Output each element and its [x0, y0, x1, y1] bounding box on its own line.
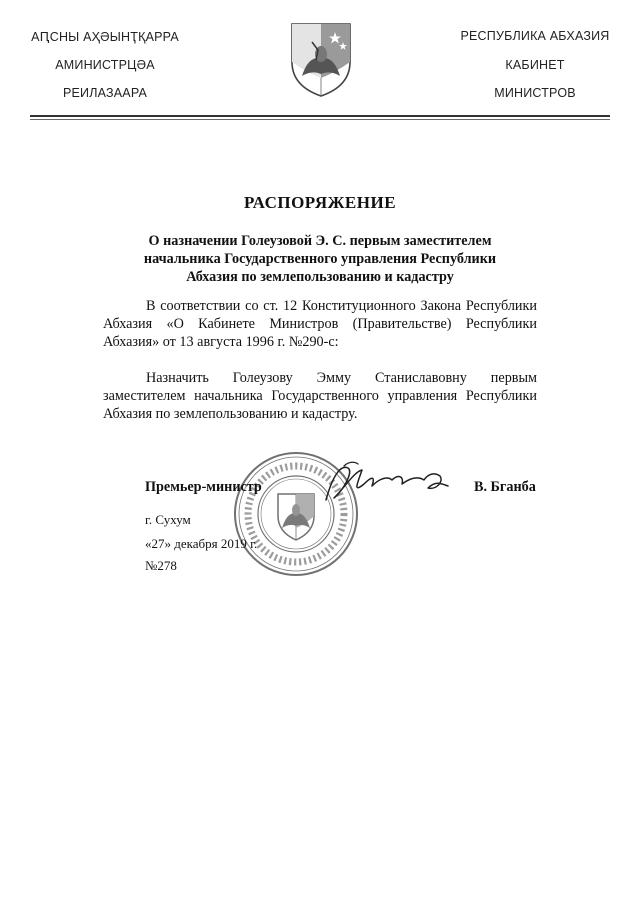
document-number: №278: [145, 558, 177, 573]
subject-line-2: начальника Государственного управления Республики: [143, 251, 497, 267]
paragraph-order: Назначить Голеузову Эмму Станиславовну первым заместителем начальника Государственного управления Республики Абхазия по землепользованию и кадастру.: [103, 370, 537, 422]
document-city: г. Сухум: [145, 512, 191, 527]
header-right-line-3: МИНИСТРОВ: [494, 86, 576, 100]
header-left-line-3: РЕИЛАЗААРА: [62, 86, 148, 100]
header-left-line-2: АМИНИСТРЦӘА: [55, 58, 155, 72]
document-title: РАСПОРЯЖЕНИЕ: [243, 193, 397, 212]
header-divider-thin: [30, 119, 610, 120]
header-right-line-2: КАБИНЕТ: [505, 58, 565, 72]
paragraph-basis: В соответствии со ст. 12 Конституционного Закона Республики Абхазия «О Кабинете Министров (Правительстве) Республики Абхазия» от 13 августа 1996 г. №290-с:: [103, 298, 537, 350]
header-left-line-1: АԤСНЫ АҲӘЫНҬҚАРРА: [31, 30, 179, 44]
document-subject: [110, 232, 530, 286]
header-right-line-1: РЕСПУБЛИКА АБХАЗИЯ: [460, 29, 610, 43]
signer-name: В. Бганба: [474, 479, 536, 495]
subject-line-1: О назначении Голеузовой Э. С. первым заместителем: [148, 233, 492, 249]
document-date: «27» декабря 2019 г.: [145, 536, 258, 551]
emblem-icon: [288, 20, 354, 98]
signer-role: Премьер-министр: [145, 479, 262, 495]
handwritten-signature: [318, 458, 453, 508]
subject-line-3: Абхазия по землепользованию и кадастру: [186, 269, 454, 285]
header-divider: [30, 115, 610, 117]
